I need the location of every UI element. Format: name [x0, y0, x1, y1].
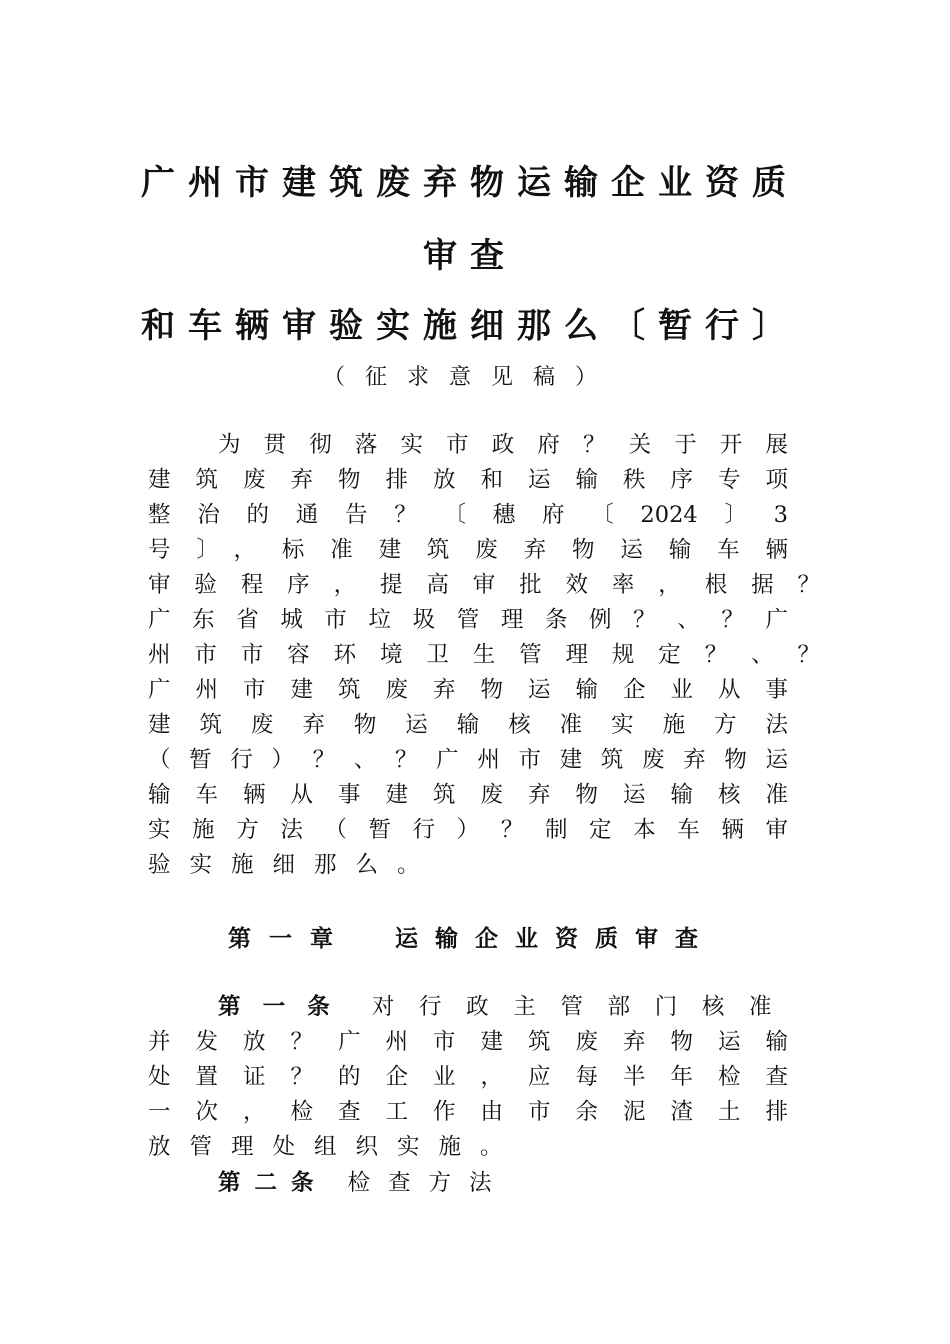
paragraph-line: 放管理处组织实施。	[148, 1134, 522, 1160]
article-label: 第二条	[218, 1170, 328, 1196]
chapter-heading	[228, 920, 715, 953]
paragraph-line: 并发放？广州市建筑废弃物运输	[148, 1029, 788, 1055]
paragraph-line: 号〕，标准建筑废弃物运输车辆	[148, 537, 788, 563]
paragraph-line: 为贯彻落实市政府？关于开展	[218, 432, 788, 458]
paragraph-line: 对行政主管部门核准	[371, 994, 788, 1020]
paragraph-line: 建筑废弃物排放和运输秩序专项	[148, 467, 788, 493]
document-title-line-3: 和车辆审验实施细那么〔暂行〕	[141, 306, 799, 346]
article-first-line	[218, 1166, 788, 1200]
draft-subtitle: （征求意见稿）	[322, 365, 617, 390]
document-title-line-2: 审查	[423, 236, 517, 276]
paragraph-line: 输车辆从事建筑废弃物运输核准	[148, 782, 788, 808]
paragraph-line: 州市市容环境卫生管理规定？、？	[148, 642, 820, 668]
paragraph-line: 处置证？的企业，应每半年检查	[148, 1064, 788, 1090]
paragraph-line: （暂行）？、？广州市建筑废弃物运	[148, 747, 788, 773]
article-first-line	[218, 990, 788, 1024]
article-text: 检查方法	[347, 1170, 510, 1196]
paragraph-line: 审验程序，提高审批效率，根据？	[148, 572, 820, 598]
chapter-number: 第一章	[228, 925, 351, 952]
paragraph-line: 建筑废弃物运输核准实施方法	[148, 712, 788, 738]
paragraph-line: 整治的通告？〔穗府〔2024〕3	[148, 502, 788, 528]
paragraph-line: 广东省城市垃圾管理条例？、？广	[148, 607, 788, 633]
article-label: 第一条	[218, 994, 352, 1020]
paragraph-line: 一次，检查工作由市余泥渣土排	[148, 1099, 788, 1125]
paragraph-line: 实施方法（暂行）？制定本车辆审	[148, 817, 788, 843]
document-title-line-1: 广州市建筑废弃物运输企业资质	[141, 163, 799, 203]
chapter-name: 运输企业资质审查	[395, 925, 715, 952]
paragraph-line: 广州市建筑废弃物运输企业从事	[148, 677, 788, 703]
paragraph-line: 验实施细那么。	[148, 852, 439, 878]
